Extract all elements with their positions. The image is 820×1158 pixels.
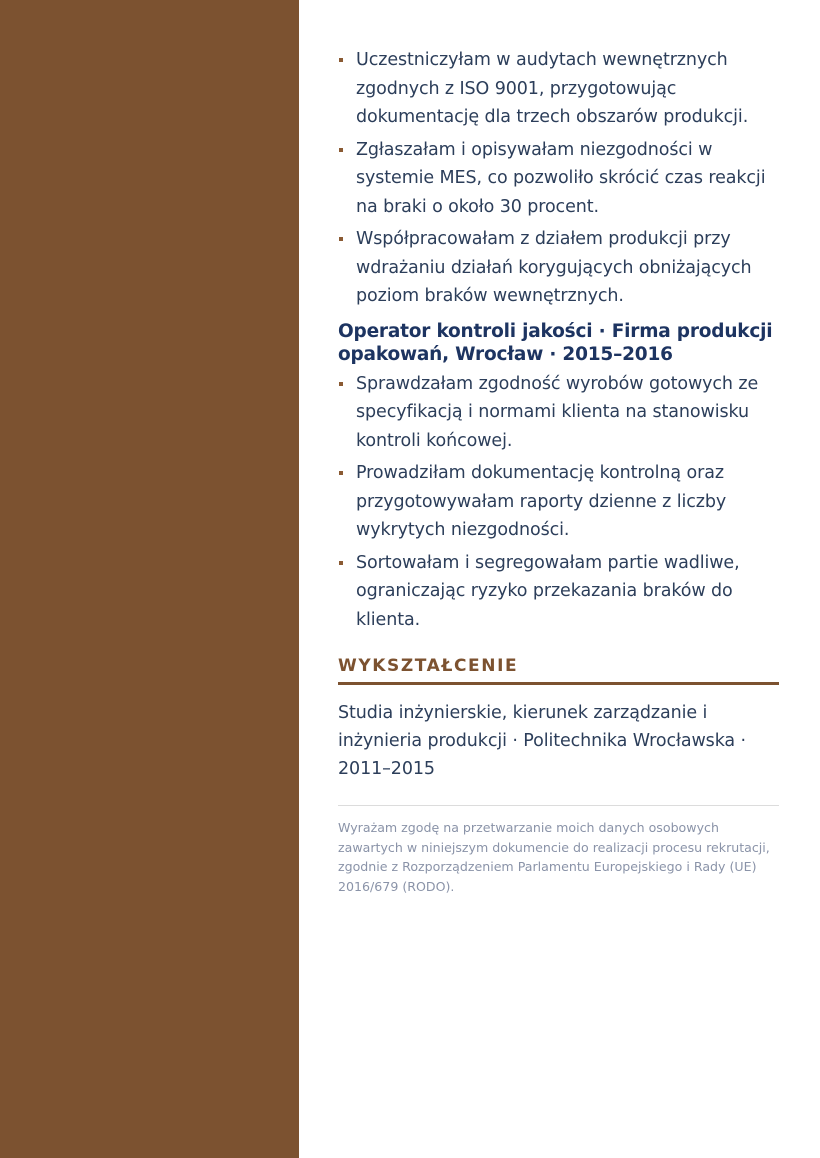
list-item: Prowadziłam dokumentację kontrolną oraz przygotowywałam raporty dzienne z liczby wykrytych niezgodności.	[338, 459, 779, 545]
bullet-icon	[339, 58, 343, 62]
list-item: Zgłaszałam i opisywałam niezgodności w systemie MES, co pozwoliło skrócić czas reakcji na braki o około 30 procent.	[338, 136, 779, 222]
list-item: Sprawdzałam zgodność wyrobów gotowych ze specyfikacją i normami klienta na stanowisku kontroli końcowej.	[338, 370, 779, 456]
bullet-icon	[339, 237, 343, 241]
divider	[338, 805, 779, 806]
main-content	[338, 46, 779, 896]
bullet-icon	[339, 148, 343, 152]
gdpr-consent: Wyrażam zgodę na przetwarzanie moich danych osobowych zawartych w niniejszym dokumencie do realizacji procesu rekrutacji, zgodnie z Rozporządzeniem Parlamentu Europejskiego i Rady (UE) 2016/679 (RODO).	[338, 820, 770, 894]
education-heading: WYKSZTAŁCENIE	[338, 656, 779, 685]
experience-bullets-job2	[338, 370, 779, 635]
list-item: Sortowałam i segregowałam partie wadliwe, ograniczając ryzyko przekazania braków do klienta.	[338, 549, 779, 635]
education-entry: Studia inżynierskie, kierunek zarządzanie i inżynieria produkcji · Politechnika Wrocławska · 2011–2015	[338, 703, 746, 779]
job-title: Operator kontroli jakości · Firma produkcji opakowań, Wrocław · 2015–2016	[338, 320, 773, 365]
list-item: Uczestniczyłam w audytach wewnętrznych zgodnych z ISO 9001, przygotowując dokumentację dla trzech obszarów produkcji.	[338, 46, 779, 132]
list-item: Współpracowałam z działem produkcji przy wdrażaniu działań korygujących obniżających poziom braków wewnętrznych.	[338, 225, 779, 311]
bullet-icon	[339, 471, 343, 475]
experience-bullets-top	[338, 46, 779, 311]
sidebar-panel	[0, 0, 299, 1158]
bullet-icon	[339, 561, 343, 565]
bullet-icon	[339, 382, 343, 386]
